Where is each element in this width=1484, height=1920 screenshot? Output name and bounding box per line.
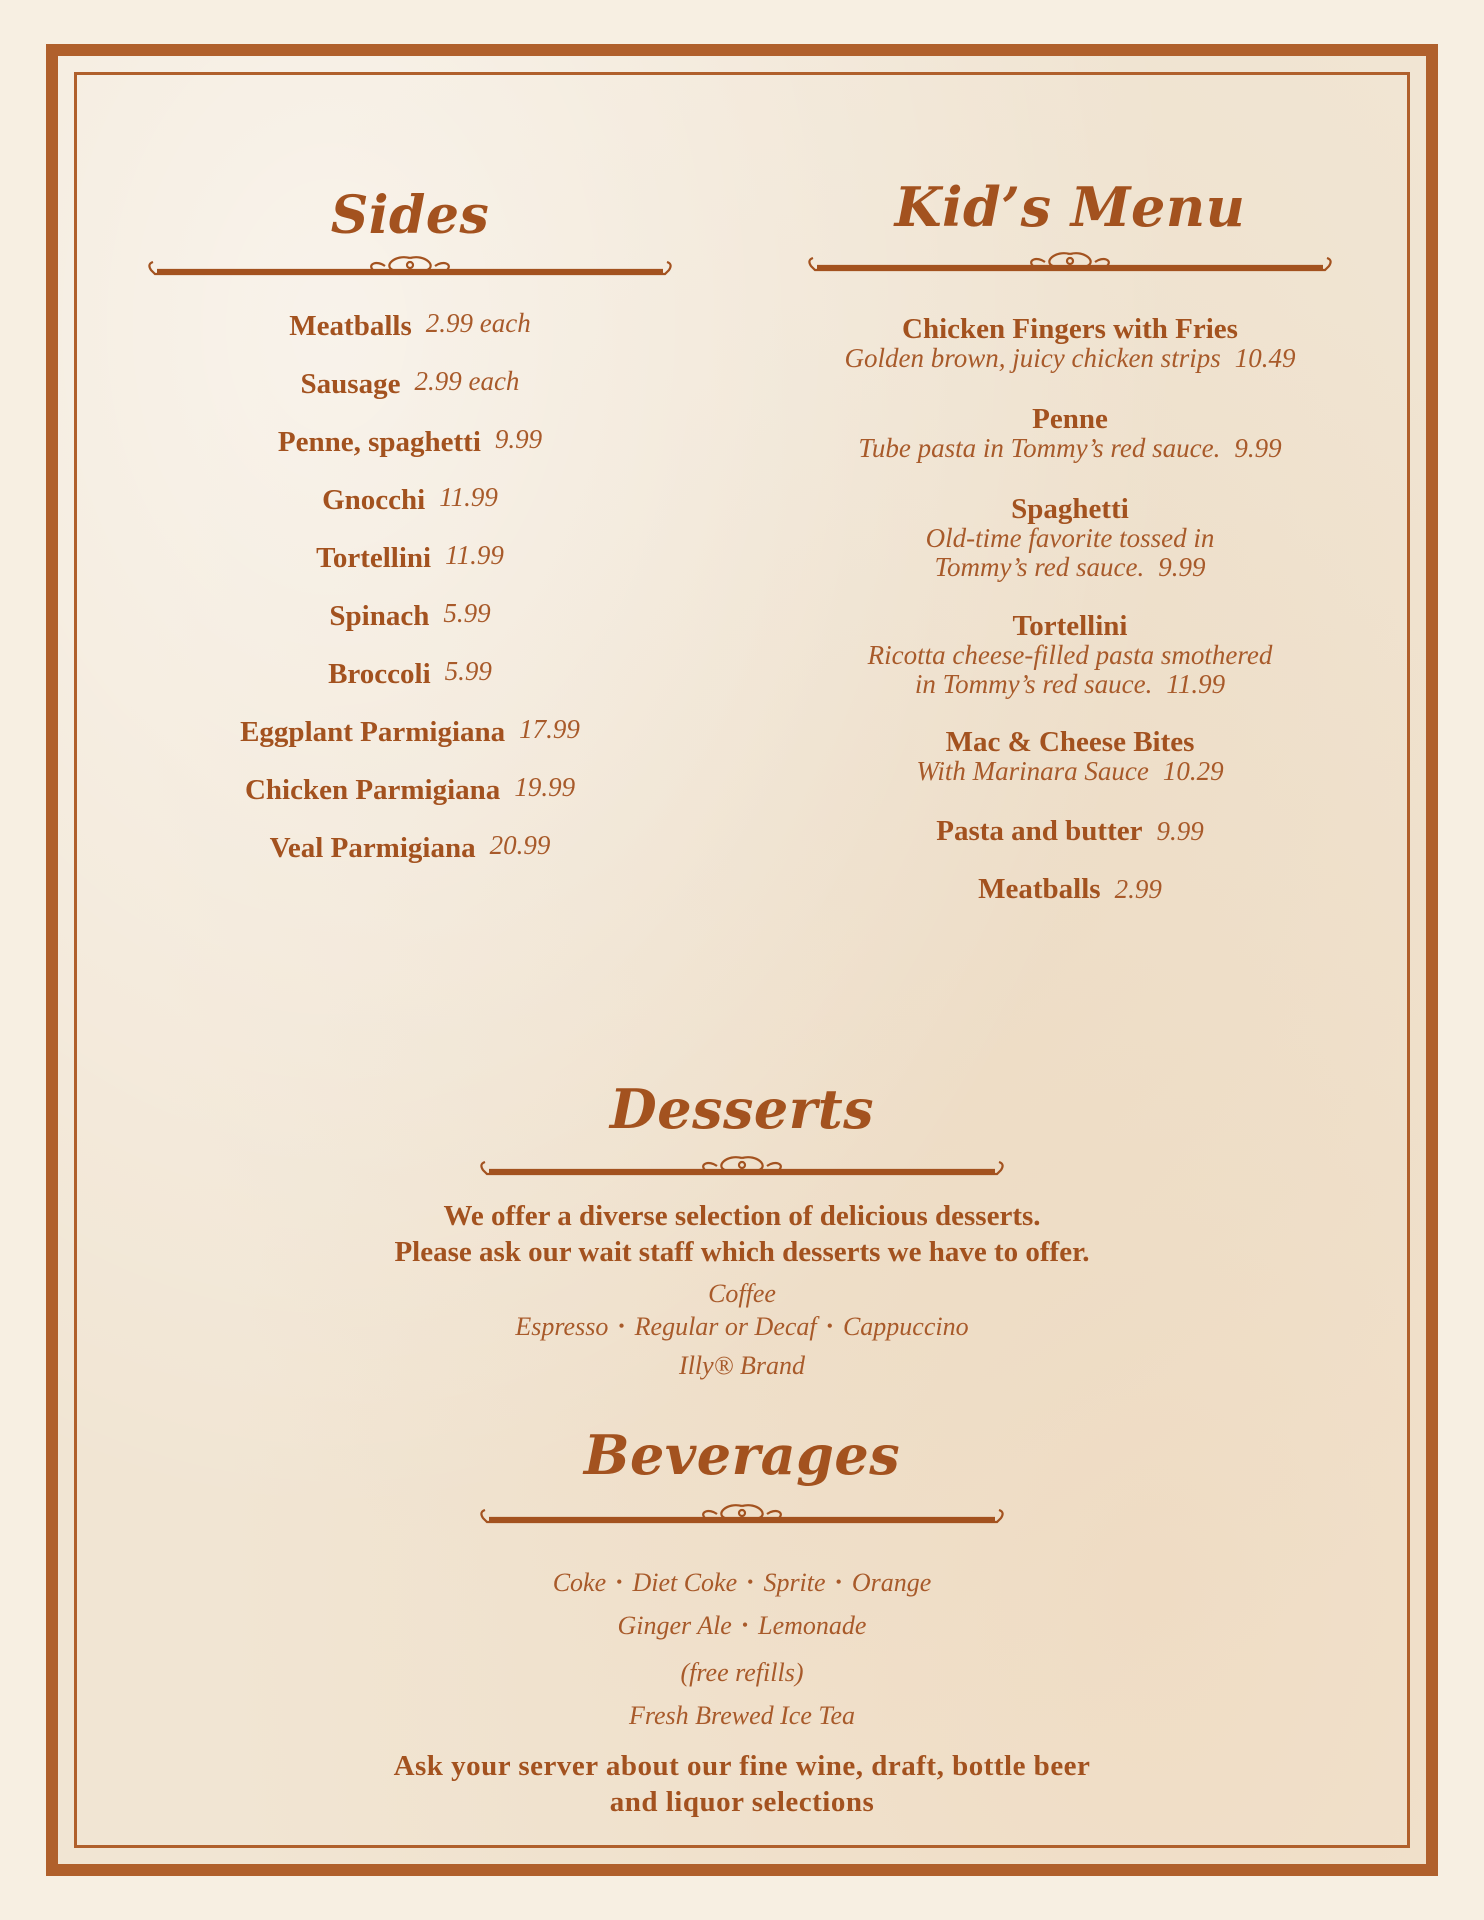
desserts-section — [0, 1077, 1484, 1182]
ornamental-divider-icon — [477, 1500, 1007, 1530]
bullet-icon: • — [741, 1615, 749, 1635]
list-item — [130, 426, 690, 459]
refills-note: (free refills) — [680, 1658, 804, 1687]
item-price: 2.99 each — [414, 366, 520, 396]
item-name: Meatballs — [978, 873, 1101, 905]
coffee-info — [0, 1278, 1484, 1386]
item-name: Spaghetti — [1011, 493, 1129, 525]
item-name: Pasta and butter — [936, 815, 1143, 847]
item-price: 2.99 — [1114, 874, 1162, 904]
bullet-icon: • — [747, 1572, 754, 1592]
item-name: Eggplant Parmigiana — [240, 716, 506, 748]
tea-item: Fresh Brewed Ice Tea — [628, 1701, 855, 1730]
item-price: 10.49 — [1234, 343, 1296, 373]
beverages-title: Beverages — [583, 1423, 901, 1487]
item-price: 5.99 — [444, 656, 492, 686]
item-name: Chicken Fingers with Fries — [902, 313, 1238, 345]
ornamental-divider-icon — [805, 248, 1335, 278]
dessert-intro-line: We offer a diverse selection of delicious desserts. — [443, 1200, 1041, 1232]
closing-note — [0, 1748, 1484, 1820]
item-name: Meatballs — [289, 310, 412, 342]
item-description: Tommy’s red sauce. — [934, 552, 1145, 582]
bullet-icon: • — [618, 1316, 625, 1336]
beverage-item: Lemonade — [758, 1611, 867, 1640]
bullet-icon: • — [835, 1572, 842, 1592]
item-name: Tortellini — [1012, 610, 1128, 642]
item-price: 19.99 — [514, 772, 576, 802]
list-item — [130, 716, 690, 749]
item-name: Spinach — [329, 600, 430, 632]
list-item — [130, 832, 690, 865]
beverage-item: Ginger Ale — [617, 1611, 732, 1640]
item-description: in Tommy’s red sauce. — [914, 669, 1153, 699]
coffee-option: Cappuccino — [842, 1312, 969, 1341]
list-item — [130, 310, 690, 343]
item-price: 11.99 — [1166, 669, 1226, 699]
item-price: 11.99 — [445, 540, 504, 570]
bullet-icon: • — [616, 1572, 623, 1592]
beverage-item: Sprite — [763, 1568, 826, 1597]
item-price: 9.99 — [1156, 816, 1204, 846]
coffee-options — [0, 1310, 1484, 1346]
item-name: Mac & Cheese Bites — [945, 726, 1195, 758]
list-item — [790, 495, 1350, 586]
item-price: 11.99 — [439, 482, 498, 512]
ornamental-divider-icon — [145, 252, 675, 282]
item-name: Chicken Parmigiana — [244, 774, 501, 806]
item-name: Penne — [1032, 403, 1108, 435]
list-item — [790, 315, 1350, 377]
list-item — [130, 774, 690, 807]
item-name: Penne, spaghetti — [277, 426, 481, 458]
coffee-option: Espresso — [515, 1312, 609, 1341]
beverage-item: Diet Coke — [632, 1568, 738, 1597]
item-description: With Marinara Sauce — [916, 756, 1149, 786]
item-price: 2.99 each — [425, 308, 531, 338]
beverage-line — [0, 1563, 1484, 1605]
bullet-icon: • — [826, 1316, 833, 1336]
list-item — [130, 484, 690, 517]
list-item — [130, 368, 690, 401]
closing-line: and liquor selections — [609, 1786, 875, 1818]
beverage-line — [0, 1605, 1484, 1649]
item-name: Tortellini — [316, 542, 432, 574]
item-price: 9.99 — [494, 424, 543, 454]
beverages-section — [0, 1423, 1484, 1530]
sides-section — [130, 185, 690, 282]
item-description: Golden brown, juicy chicken strips — [844, 343, 1221, 373]
closing-line: Ask your server about our fine wine, draft, bottle beer — [393, 1750, 1091, 1782]
list-item — [790, 815, 1350, 848]
kids-section — [790, 175, 1350, 278]
kids-list — [790, 315, 1350, 905]
beverage-item: Coke — [552, 1568, 607, 1597]
dessert-intro-line: Please ask our wait staff which desserts we have to offer. — [394, 1236, 1090, 1268]
dessert-intro — [0, 1198, 1484, 1270]
item-price: 17.99 — [519, 714, 580, 744]
item-price: 10.29 — [1162, 756, 1224, 786]
beverage-list — [0, 1563, 1484, 1735]
list-item — [790, 612, 1350, 703]
coffee-brand: Illy® Brand — [679, 1351, 805, 1380]
item-description: Old-time favorite tossed in — [925, 523, 1215, 553]
item-description: Tube pasta in Tommy’s red sauce. — [858, 433, 1221, 463]
list-item — [130, 542, 690, 575]
coffee-option: Regular or Decaf — [634, 1312, 817, 1341]
item-name: Broccoli — [328, 658, 431, 690]
item-price: 9.99 — [1234, 433, 1282, 463]
list-item — [130, 658, 690, 691]
item-name: Veal Parmigiana — [269, 832, 476, 864]
item-description: Ricotta cheese-filled pasta smothered — [867, 640, 1273, 670]
sides-title: Sides — [330, 185, 490, 246]
coffee-label: Coffee — [708, 1279, 776, 1308]
item-name: Gnocchi — [322, 484, 426, 516]
beverage-item: Orange — [851, 1568, 932, 1597]
list-item — [790, 728, 1350, 790]
sides-list — [130, 310, 690, 880]
list-item — [130, 600, 690, 633]
item-price: 9.99 — [1158, 552, 1206, 582]
desserts-title: Desserts — [609, 1077, 875, 1141]
item-price: 20.99 — [489, 830, 551, 860]
list-item — [790, 873, 1350, 906]
kids-title: Kid’s Menu — [894, 175, 1246, 239]
list-item — [790, 405, 1350, 467]
item-price: 5.99 — [443, 598, 491, 628]
item-name: Sausage — [300, 368, 401, 400]
ornamental-divider-icon — [477, 1152, 1007, 1182]
